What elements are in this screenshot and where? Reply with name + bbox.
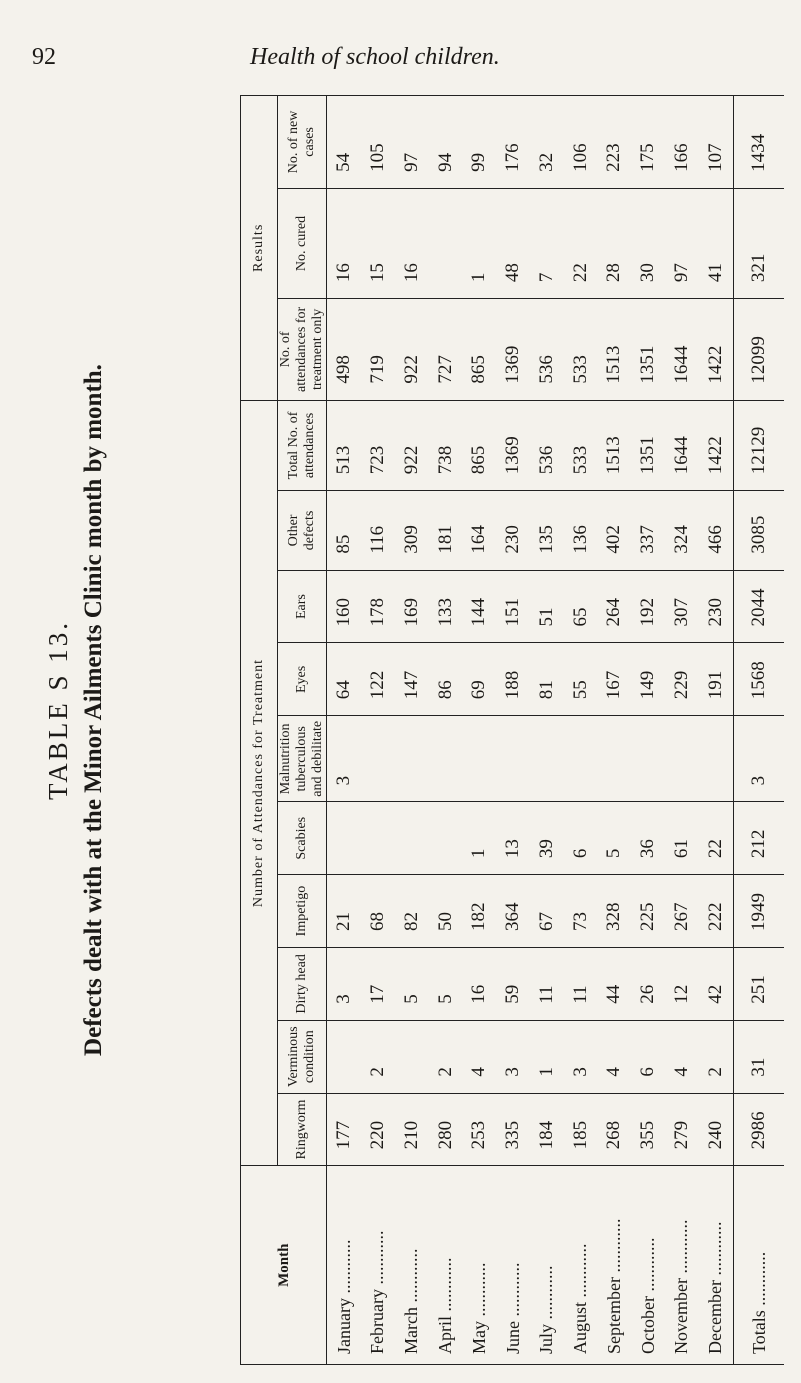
- ailments-table: [240, 95, 784, 1365]
- table-title: Defects dealt with at the Minor Ailments Clinic month by month.: [79, 364, 107, 1056]
- value-cell: 32: [530, 96, 564, 189]
- value-cell: 28: [598, 188, 632, 298]
- value-cell: 36: [631, 802, 665, 875]
- column-header: Scabies: [278, 802, 327, 875]
- value-cell: 738: [429, 400, 463, 491]
- value-cell: 719: [361, 299, 395, 401]
- value-cell: 3: [327, 947, 362, 1020]
- value-cell: 135: [530, 491, 564, 570]
- value-cell: 280: [429, 1093, 463, 1166]
- value-cell: 309: [395, 491, 429, 570]
- value-cell: 136: [564, 491, 598, 570]
- value-cell: 3: [564, 1020, 598, 1093]
- value-cell: 151: [496, 570, 530, 643]
- value-cell: 97: [395, 96, 429, 189]
- value-cell: [327, 802, 362, 875]
- value-cell: 723: [361, 400, 395, 491]
- value-cell: 175: [631, 96, 665, 189]
- month-column-header: Month: [241, 1166, 327, 1365]
- value-cell: 160: [327, 570, 362, 643]
- results-group-header: Results: [241, 96, 278, 401]
- value-cell: 3085: [734, 491, 785, 570]
- month-cell: October ............: [631, 1166, 665, 1365]
- value-cell: 15: [361, 188, 395, 298]
- value-cell: 230: [496, 491, 530, 570]
- value-cell: 2: [361, 1020, 395, 1093]
- value-cell: 3: [496, 1020, 530, 1093]
- month-cell: August ............: [564, 1166, 598, 1365]
- value-cell: 6: [564, 802, 598, 875]
- value-cell: 51: [530, 570, 564, 643]
- column-header: Impetigo: [278, 875, 327, 948]
- value-cell: 181: [429, 491, 463, 570]
- table-row: [530, 96, 564, 1365]
- value-cell: 2044: [734, 570, 785, 643]
- value-cell: 50: [429, 875, 463, 948]
- value-cell: 922: [395, 299, 429, 401]
- month-cell: June ............: [496, 1166, 530, 1365]
- value-cell: 106: [564, 96, 598, 189]
- value-cell: 176: [496, 96, 530, 189]
- value-cell: [462, 716, 496, 802]
- column-header: No. of new cases: [278, 96, 327, 189]
- value-cell: 22: [699, 802, 734, 875]
- value-cell: [395, 802, 429, 875]
- value-cell: 1949: [734, 875, 785, 948]
- treatment-group-header: Number of Attendances for Treatment: [241, 400, 278, 1166]
- value-cell: 3: [734, 716, 785, 802]
- value-cell: 17: [361, 947, 395, 1020]
- value-cell: 99: [462, 96, 496, 189]
- value-cell: 42: [699, 947, 734, 1020]
- value-cell: 251: [734, 947, 785, 1020]
- value-cell: 65: [564, 570, 598, 643]
- value-cell: 1434: [734, 96, 785, 189]
- value-cell: 307: [665, 570, 699, 643]
- value-cell: 240: [699, 1093, 734, 1166]
- value-cell: 1513: [598, 400, 632, 491]
- value-cell: 3: [327, 716, 362, 802]
- table-row: [429, 96, 463, 1365]
- value-cell: 402: [598, 491, 632, 570]
- table-row: [564, 96, 598, 1365]
- value-cell: 41: [699, 188, 734, 298]
- value-cell: 12: [665, 947, 699, 1020]
- value-cell: 1422: [699, 299, 734, 401]
- table-row: [665, 96, 699, 1365]
- table-row: [462, 96, 496, 1365]
- value-cell: 11: [564, 947, 598, 1020]
- value-cell: 26: [631, 947, 665, 1020]
- value-cell: 59: [496, 947, 530, 1020]
- table-caption: [0, 210, 150, 1210]
- value-cell: 192: [631, 570, 665, 643]
- table-body: [327, 96, 785, 1365]
- value-cell: 169: [395, 570, 429, 643]
- value-cell: 1369: [496, 400, 530, 491]
- month-cell: February ............: [361, 1166, 395, 1365]
- value-cell: 44: [598, 947, 632, 1020]
- value-cell: 178: [361, 570, 395, 643]
- value-cell: 264: [598, 570, 632, 643]
- value-cell: 164: [462, 491, 496, 570]
- value-cell: 212: [734, 802, 785, 875]
- value-cell: 6: [631, 1020, 665, 1093]
- value-cell: 1568: [734, 643, 785, 716]
- value-cell: 7: [530, 188, 564, 298]
- value-cell: 1: [530, 1020, 564, 1093]
- value-cell: 1: [462, 188, 496, 298]
- value-cell: 97: [665, 188, 699, 298]
- value-cell: 727: [429, 299, 463, 401]
- value-cell: 16: [327, 188, 362, 298]
- value-cell: 30: [631, 188, 665, 298]
- month-cell: April ............: [429, 1166, 463, 1365]
- value-cell: [429, 716, 463, 802]
- value-cell: 16: [395, 188, 429, 298]
- value-cell: 865: [462, 299, 496, 401]
- value-cell: 1644: [665, 400, 699, 491]
- value-cell: 321: [734, 188, 785, 298]
- column-header: No. cured: [278, 188, 327, 298]
- value-cell: 2: [429, 1020, 463, 1093]
- value-cell: [496, 716, 530, 802]
- value-cell: 191: [699, 643, 734, 716]
- value-cell: 107: [699, 96, 734, 189]
- value-cell: 230: [699, 570, 734, 643]
- column-header: No. of attendances for treatment only: [278, 299, 327, 401]
- value-cell: 122: [361, 643, 395, 716]
- value-cell: 69: [462, 643, 496, 716]
- value-cell: 12099: [734, 299, 785, 401]
- column-header: Total No. of attendances: [278, 400, 327, 491]
- month-cell: December ............: [699, 1166, 734, 1365]
- table-row: [598, 96, 632, 1365]
- column-header: Malnutrition tuberculous and debilitate: [278, 716, 327, 802]
- value-cell: 166: [665, 96, 699, 189]
- value-cell: 466: [699, 491, 734, 570]
- caption-rotated: [0, 210, 150, 1210]
- value-cell: 188: [496, 643, 530, 716]
- totals-label: Totals ............: [734, 1166, 785, 1365]
- value-cell: 94: [429, 96, 463, 189]
- value-cell: 335: [496, 1093, 530, 1166]
- value-cell: 220: [361, 1093, 395, 1166]
- value-cell: [631, 716, 665, 802]
- value-cell: 4: [462, 1020, 496, 1093]
- table-row: [631, 96, 665, 1365]
- value-cell: 865: [462, 400, 496, 491]
- value-cell: 67: [530, 875, 564, 948]
- value-cell: 4: [598, 1020, 632, 1093]
- value-cell: 2: [699, 1020, 734, 1093]
- month-cell: January ............: [327, 1166, 362, 1365]
- table-row: [395, 96, 429, 1365]
- month-cell: July ............: [530, 1166, 564, 1365]
- column-header: Dirty head: [278, 947, 327, 1020]
- value-cell: [598, 716, 632, 802]
- value-cell: [564, 716, 598, 802]
- value-cell: 328: [598, 875, 632, 948]
- value-cell: 2986: [734, 1093, 785, 1166]
- value-cell: 12129: [734, 400, 785, 491]
- value-cell: 64: [327, 643, 362, 716]
- value-cell: 223: [598, 96, 632, 189]
- value-cell: 48: [496, 188, 530, 298]
- value-cell: 147: [395, 643, 429, 716]
- value-cell: 61: [665, 802, 699, 875]
- value-cell: [699, 716, 734, 802]
- value-cell: 68: [361, 875, 395, 948]
- column-header: Other defects: [278, 491, 327, 570]
- value-cell: [395, 1020, 429, 1093]
- value-cell: 185: [564, 1093, 598, 1166]
- value-cell: [361, 716, 395, 802]
- value-cell: 184: [530, 1093, 564, 1166]
- totals-row: [734, 96, 785, 1365]
- value-cell: 533: [564, 299, 598, 401]
- page-header: [0, 44, 801, 84]
- month-cell: May ............: [462, 1166, 496, 1365]
- value-cell: 1369: [496, 299, 530, 401]
- value-cell: 39: [530, 802, 564, 875]
- value-cell: 11: [530, 947, 564, 1020]
- value-cell: 279: [665, 1093, 699, 1166]
- value-cell: [361, 802, 395, 875]
- value-cell: 355: [631, 1093, 665, 1166]
- value-cell: [665, 716, 699, 802]
- value-cell: 536: [530, 299, 564, 401]
- value-cell: 922: [395, 400, 429, 491]
- value-cell: 253: [462, 1093, 496, 1166]
- value-cell: [395, 716, 429, 802]
- column-header: Eyes: [278, 643, 327, 716]
- value-cell: 144: [462, 570, 496, 643]
- value-cell: 222: [699, 875, 734, 948]
- month-cell: March ............: [395, 1166, 429, 1365]
- column-header: Ears: [278, 570, 327, 643]
- value-cell: 167: [598, 643, 632, 716]
- value-cell: 5: [598, 802, 632, 875]
- value-cell: 21: [327, 875, 362, 948]
- table-label: TABLE S 13.: [42, 619, 73, 801]
- value-cell: 85: [327, 491, 362, 570]
- value-cell: 81: [530, 643, 564, 716]
- value-cell: 82: [395, 875, 429, 948]
- value-cell: [327, 1020, 362, 1093]
- month-cell: September ............: [598, 1166, 632, 1365]
- value-cell: [429, 802, 463, 875]
- value-cell: 337: [631, 491, 665, 570]
- value-cell: 116: [361, 491, 395, 570]
- value-cell: 55: [564, 643, 598, 716]
- value-cell: 210: [395, 1093, 429, 1166]
- column-header: Ringworm: [278, 1093, 327, 1166]
- table-container: [240, 95, 801, 1354]
- table-row: [496, 96, 530, 1365]
- table-row: [699, 96, 734, 1365]
- value-cell: 498: [327, 299, 362, 401]
- value-cell: 324: [665, 491, 699, 570]
- value-cell: 105: [361, 96, 395, 189]
- value-cell: 22: [564, 188, 598, 298]
- value-cell: 86: [429, 643, 463, 716]
- value-cell: 533: [564, 400, 598, 491]
- value-cell: 536: [530, 400, 564, 491]
- value-cell: 5: [395, 947, 429, 1020]
- value-cell: 1351: [631, 299, 665, 401]
- table-row: [327, 96, 362, 1365]
- value-cell: 54: [327, 96, 362, 189]
- value-cell: 13: [496, 802, 530, 875]
- value-cell: 31: [734, 1020, 785, 1093]
- value-cell: 513: [327, 400, 362, 491]
- value-cell: 4: [665, 1020, 699, 1093]
- table-row: [361, 96, 395, 1365]
- value-cell: 1: [462, 802, 496, 875]
- value-cell: [530, 716, 564, 802]
- value-cell: 267: [665, 875, 699, 948]
- value-cell: [429, 188, 463, 298]
- value-cell: 225: [631, 875, 665, 948]
- value-cell: 364: [496, 875, 530, 948]
- value-cell: 177: [327, 1093, 362, 1166]
- value-cell: 149: [631, 643, 665, 716]
- value-cell: 5: [429, 947, 463, 1020]
- column-header: Verminous condition: [278, 1020, 327, 1093]
- value-cell: 73: [564, 875, 598, 948]
- value-cell: 16: [462, 947, 496, 1020]
- value-cell: 229: [665, 643, 699, 716]
- month-cell: November ............: [665, 1166, 699, 1365]
- value-cell: 268: [598, 1093, 632, 1166]
- value-cell: 1644: [665, 299, 699, 401]
- value-cell: 133: [429, 570, 463, 643]
- group-header-row: [241, 96, 278, 1365]
- page-number: 92: [32, 44, 56, 70]
- value-cell: 182: [462, 875, 496, 948]
- value-cell: 1351: [631, 400, 665, 491]
- value-cell: 1422: [699, 400, 734, 491]
- running-head: Health of school children.: [250, 44, 500, 70]
- value-cell: 1513: [598, 299, 632, 401]
